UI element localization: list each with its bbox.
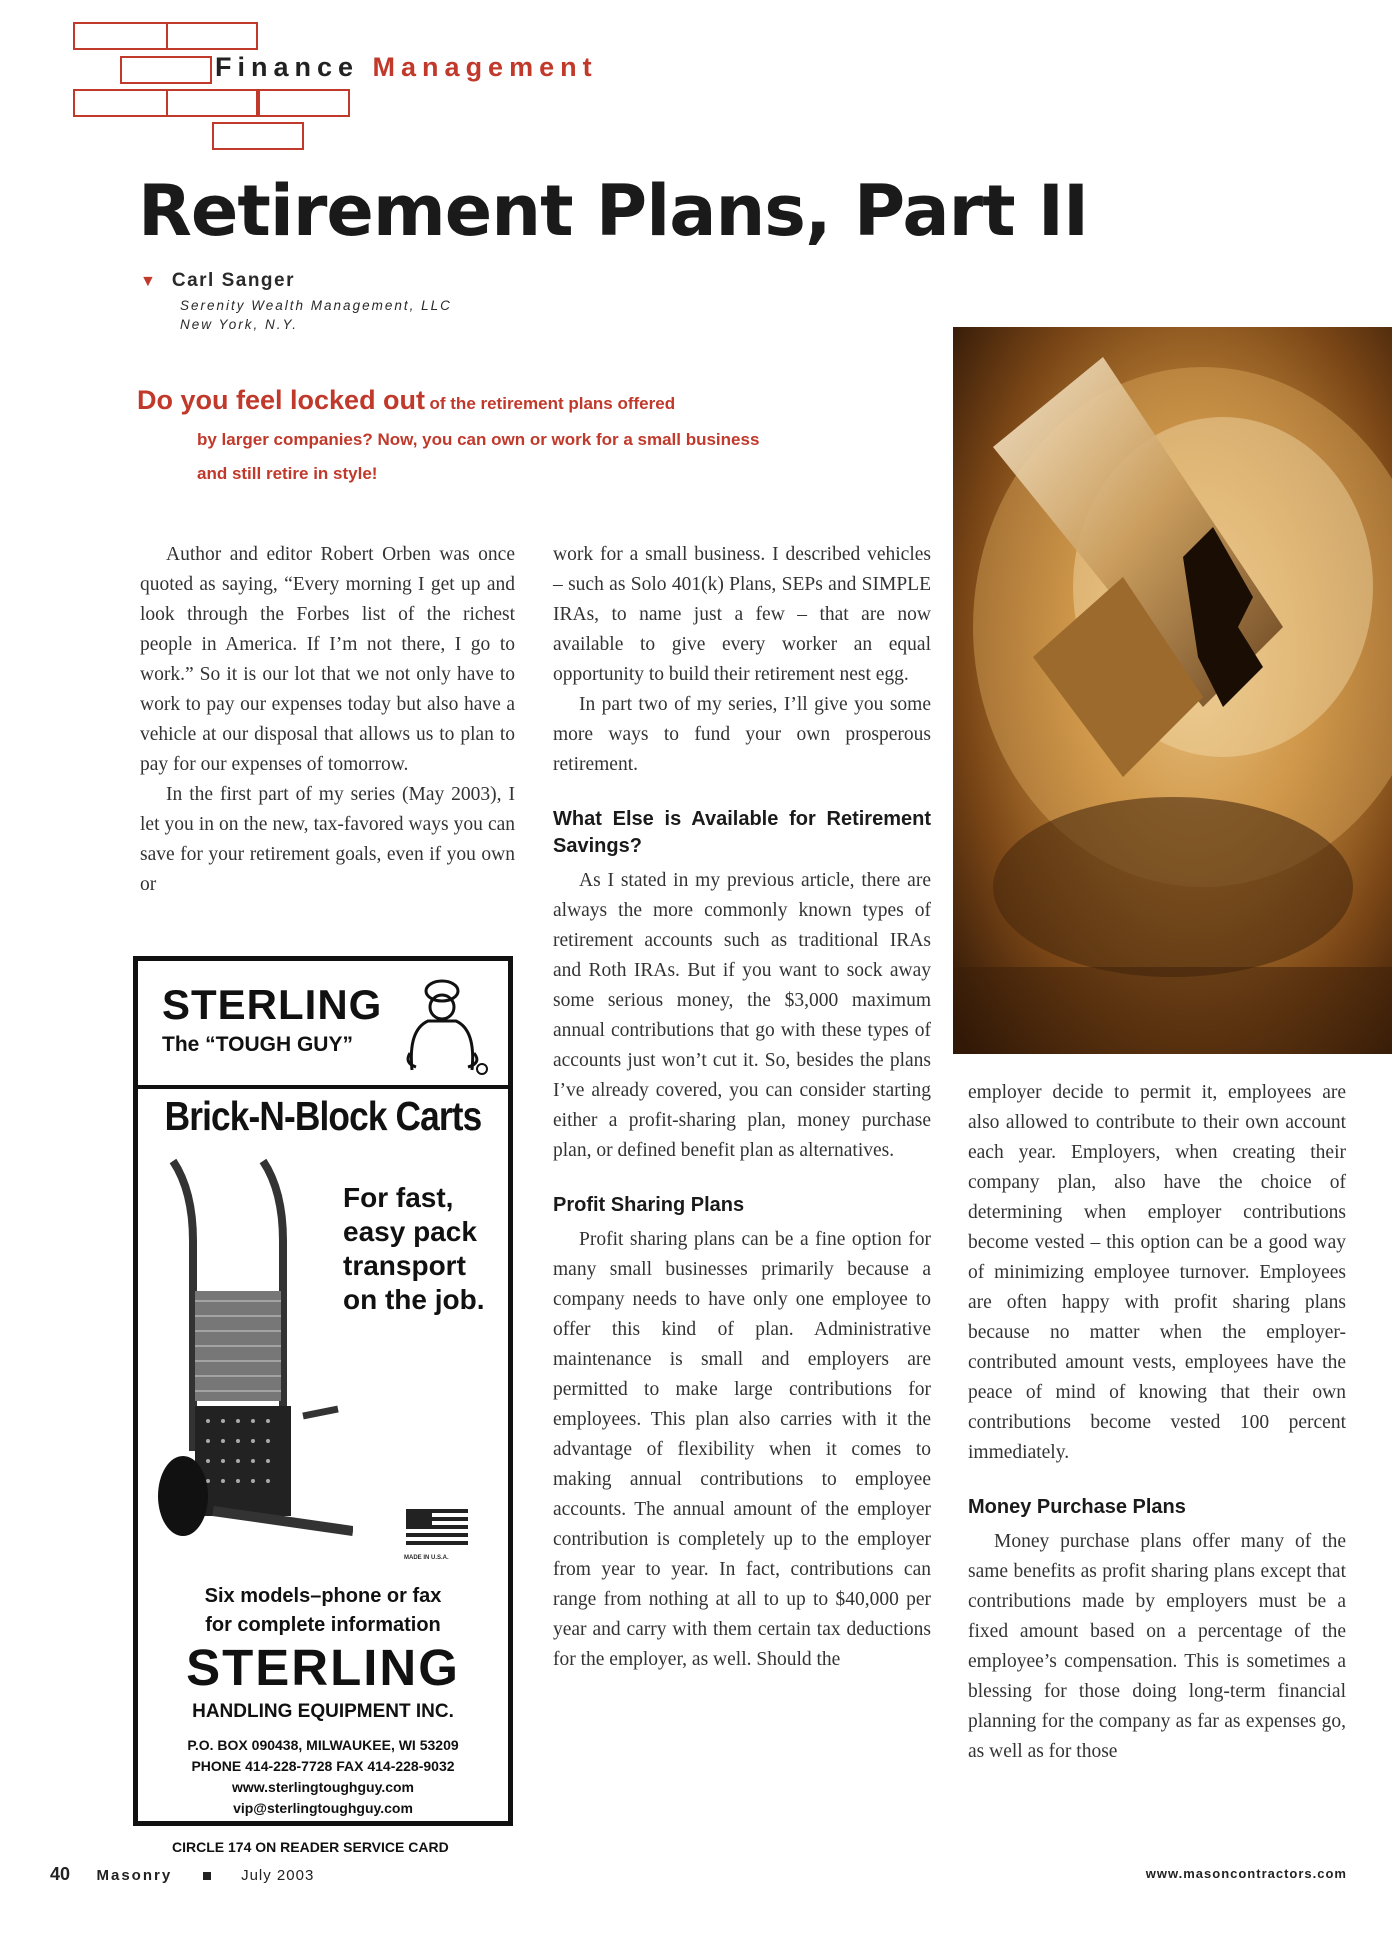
paragraph: As I stated in my previous article, there are always the more commonly known types of retirement accounts such as traditional IRAs and Roth IRAs. But if you want to sock away some serious money, the $3,000 maximum annual contributions that go with these types of accounts just won’t cut it. So, besides the plans I’ve already covered, you can consider starting either a profit-sharing plan, money purchase plan, or defined benefit plan as alternatives. — [553, 870, 931, 1161]
made-in-usa-label: MADE IN U.S.A. — [404, 1555, 449, 1561]
us-flag-icon — [406, 1509, 468, 1549]
subhead-profit-sharing: Profit Sharing Plans — [553, 1194, 745, 1216]
pitch-line: transport — [343, 1250, 466, 1281]
paragraph: employer decide to permit it, employees are also allowed to contribute to their own account each year. Employers, when creating their company plan, also have the choice of determining when employer contributions become vested – this option can be a good way of minimizing employee turnover. Employees are often happy with profit sharing plans because no matter when the employer-contributed amount vests, employees have the peace of mind of knowing that their own contributions become vested 100 percent immediately. — [968, 1082, 1346, 1463]
column-2 — [553, 540, 931, 1675]
ad-divider — [138, 1085, 508, 1089]
triangle-bullet-icon: ▼ — [140, 273, 156, 290]
article-deck — [137, 385, 917, 484]
ad-product-name: Brick-N-Block Carts — [164, 1093, 482, 1139]
models-line: Six models–phone or fax — [204, 1585, 442, 1607]
paragraph: Profit sharing plans can be a fine option for many small businesses primarily because a company needs to have only one employee to offer this kind of plan. Administrative maintenance is small and employers are permitted to make large contributions for employees. This plan also carries with it the advantage of flexibility when it comes to making annual contributions to employee accounts. The annual amount of the employer contribution is completely up to the employer from year to year. In fact, contributions can range from nothing at all to up to $40,000 per year and carry with them certain tax deductions for the employer, as well. Should the — [553, 1229, 931, 1670]
paragraph: In the first part of my series (May 2003), I let you in on the new, tax-favored ways you can save for your retirement goals, even if you own or — [140, 784, 515, 895]
author-name: Carl Sanger — [171, 270, 295, 291]
issue-date: July 2003 — [241, 1867, 315, 1884]
ad-website-link[interactable]: www.sterlingtoughguy.com — [232, 1779, 414, 1795]
ad-company-name: HANDLING EQUIPMENT INC. — [192, 1701, 454, 1722]
lock-keyhole-image — [953, 327, 1392, 1054]
pitch-line: easy pack — [343, 1216, 477, 1247]
hand-truck-cart-icon — [153, 1151, 353, 1561]
paragraph: In part two of my series, I’ll give you some more ways to fund your own prosperous retirement. — [553, 694, 931, 775]
article-title: Retirement Plans, Part II — [138, 170, 1089, 252]
column-1 — [140, 540, 515, 900]
subhead-what-else: What Else is Available for Retirement Savings? — [553, 808, 931, 857]
deck-lead: Do you feel locked out — [137, 385, 426, 415]
pitch-line: For fast, — [343, 1182, 454, 1213]
ad-phone-fax: PHONE 414-228-7728 FAX 414-228-9032 — [191, 1758, 455, 1774]
footer-url[interactable]: www.masoncontractors.com — [1145, 1866, 1347, 1881]
deck-line3: and still retire in style! — [197, 464, 378, 483]
page-number: 40 — [50, 1864, 71, 1884]
footer-separator — [203, 1872, 211, 1880]
ad-pitch — [343, 1181, 485, 1317]
paragraph: work for a small business. I described vehicles – such as Solo 401(k) Plans, SEPs and SIMPLE IRAs, to name just a few – that are now available to give every worker an equal opportunity to build their retirement nest egg. — [553, 544, 931, 685]
section-label — [215, 52, 598, 83]
tough-guy-mascot-icon — [396, 975, 488, 1075]
paragraph: Money purchase plans offer many of the same benefits as profit sharing plans except that contributions made by employers must be a fixed amount based on a percentage of the employee’s compensation. This is sometimes a blessing for those doing long-term financial planning for the company as far as expenses go, as well as for those — [968, 1531, 1346, 1762]
column-3 — [968, 1078, 1346, 1767]
page-footer — [50, 1864, 314, 1885]
sterling-advertisement[interactable] — [133, 956, 513, 1826]
paragraph: Author and editor Robert Orben was once quoted as saying, “Every morning I get up and look through the Forbes list of the richest people in America. If I’m not there, I go to work.” So it is our lot that we not only have to work to pay our expenses today but also have a vehicle at our disposal that allows us to plan to pay for our expenses of tomorrow. — [140, 544, 515, 775]
ad-tagline: The “TOUGH GUY” — [162, 1033, 353, 1056]
ad-brand-large: STERLING — [186, 1639, 460, 1696]
ad-models-text — [138, 1582, 508, 1640]
ad-brand: STERLING — [162, 981, 383, 1028]
author-organization: Serenity Wealth Management, LLC — [180, 298, 452, 313]
deck-line1: of the retirement plans offered — [429, 394, 676, 413]
magazine-name: Masonry — [96, 1867, 173, 1884]
section-word-finance: Finance — [215, 52, 360, 82]
ad-contact-info — [138, 1735, 508, 1819]
section-word-management: Management — [372, 52, 598, 82]
ad-address: P.O. BOX 090438, MILWAUKEE, WI 53209 — [187, 1737, 459, 1753]
pitch-line: on the job. — [343, 1284, 485, 1315]
subhead-money-purchase: Money Purchase Plans — [968, 1496, 1186, 1518]
ad-email-link[interactable]: vip@sterlingtoughguy.com — [233, 1800, 413, 1816]
byline — [140, 270, 452, 332]
reader-service-note: CIRCLE 174 ON READER SERVICE CARD — [172, 1839, 449, 1855]
deck-line2: by larger companies? Now, you can own or work for a small business — [197, 430, 760, 449]
models-line: for complete information — [205, 1614, 441, 1636]
author-location: New York, N.Y. — [180, 317, 299, 332]
lock-photo — [953, 327, 1392, 1054]
